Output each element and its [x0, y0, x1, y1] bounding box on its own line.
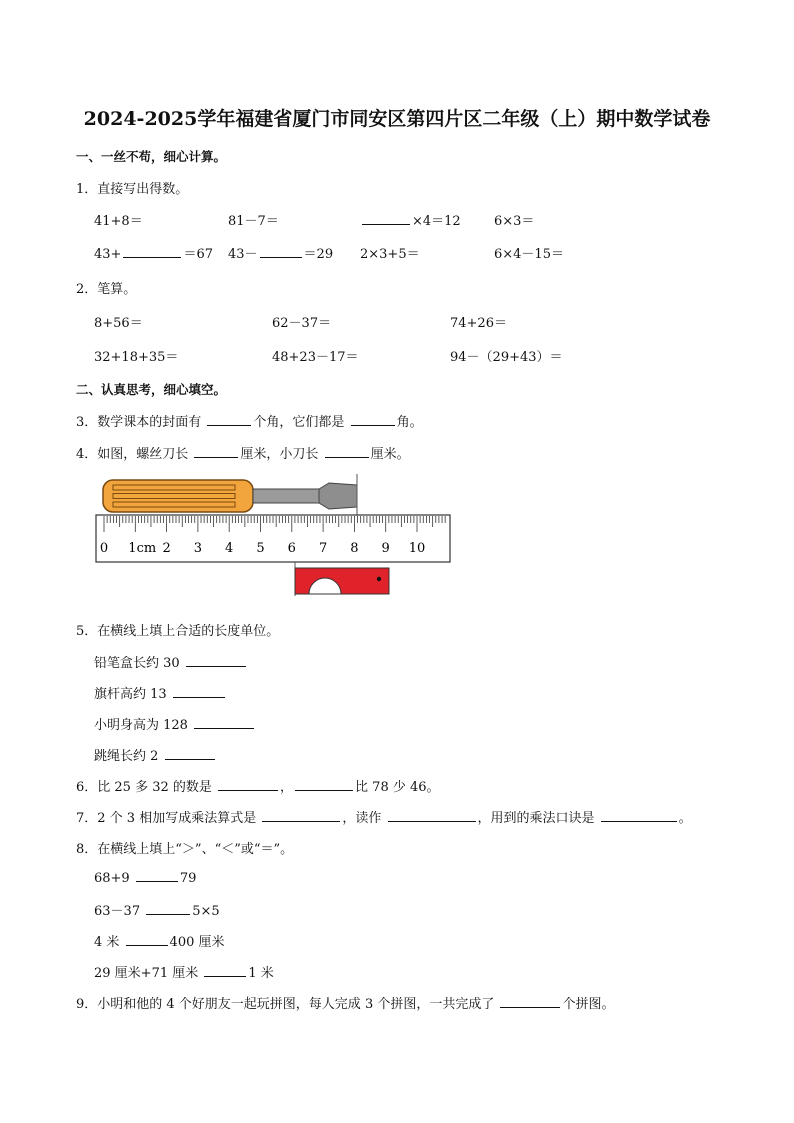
q7: 7．2 个 3 相加写成乘法算式是 ，读作 ，用到的乘法口诀是 。 [76, 811, 692, 826]
q9: 9．小明和他的 4 个好朋友一起玩拼图，每人完成 3 个拼图，一共完成了 个拼图。 [76, 997, 615, 1012]
ruler-label: 5 [256, 541, 265, 556]
q1-item: ×4＝12 [360, 210, 461, 229]
ruler-figure [95, 472, 455, 600]
answer-blank[interactable] [126, 933, 168, 946]
q1-stem: 1．直接写出得数。 [76, 182, 189, 197]
q2-item: 94－（29+43）＝ [450, 350, 563, 365]
section-1-heading: 一、一丝不苟，细心计算。 [76, 149, 227, 164]
q4: 4．如图，螺丝刀长 厘米，小刀长 厘米。 [76, 447, 410, 462]
answer-blank[interactable] [146, 902, 190, 915]
answer-blank[interactable] [186, 654, 246, 667]
q2-item: 62－37＝ [272, 316, 332, 331]
q1-item: 81－7＝ [228, 214, 279, 229]
answer-blank[interactable] [173, 685, 225, 698]
answer-blank[interactable] [601, 809, 677, 822]
q2-item: 48+23－17＝ [272, 350, 359, 365]
q1-item: 6×3＝ [494, 214, 535, 229]
ruler-label: 4 [225, 541, 234, 556]
q1-item: 43－ ＝29 [228, 247, 334, 262]
answer-blank[interactable] [204, 964, 246, 977]
ruler-label: 8 [350, 541, 359, 556]
q2-stem: 2．笔算。 [76, 282, 137, 297]
ruler-label: 0 [99, 541, 109, 556]
ruler-label: 7 [318, 541, 328, 556]
answer-blank[interactable] [136, 869, 178, 882]
answer-blank[interactable] [500, 995, 560, 1008]
q2-item: 8+56＝ [94, 316, 143, 331]
ruler-label: 2 [162, 541, 171, 556]
answer-blank[interactable] [260, 245, 302, 258]
ruler-label: 10 [408, 541, 426, 556]
ruler-label: 6 [287, 541, 296, 556]
section-2-heading: 二、认真思考，细心填空。 [76, 382, 227, 397]
screwdriver-icon [103, 480, 357, 512]
answer-blank[interactable] [295, 778, 353, 791]
screwdriver-knife-ruler-diagram [95, 472, 455, 600]
answer-blank[interactable] [194, 445, 238, 458]
q5-item: 铅笔盒长约 30 [94, 652, 248, 671]
q2-item: 74+26＝ [450, 316, 507, 331]
answer-blank[interactable] [218, 778, 278, 791]
q5-stem: 5．在横线上填上合适的长度单位。 [76, 624, 280, 639]
q3: 3．数学课本的封面有 个角，它们都是 角。 [76, 415, 423, 430]
page-title: 2024-2025学年福建省厦门市同安区第四片区二年级（上）期中数学试卷 [83, 108, 711, 130]
knife-icon [295, 562, 389, 596]
answer-blank[interactable] [388, 809, 476, 822]
q5-item: 旗杆高约 13 [94, 683, 227, 702]
answer-blank[interactable] [165, 747, 215, 760]
answer-blank[interactable] [325, 445, 369, 458]
q5-item: 小明身高为 128 [94, 714, 256, 733]
answer-blank[interactable] [207, 413, 251, 426]
ruler-label: 9 [381, 541, 390, 556]
ruler-label: 1cm [128, 541, 157, 556]
q5-item: 跳绳长约 2 [94, 745, 217, 764]
q1-item: 41+8＝ [94, 214, 143, 229]
q1-item: 6×4－15＝ [494, 247, 564, 262]
answer-blank[interactable] [194, 716, 254, 729]
q2-item: 32+18+35＝ [94, 350, 179, 365]
q6: 6．比 25 多 32 的数是 ， 比 78 少 46。 [76, 780, 440, 795]
q8-stem: 8．在横线上填上“＞”、“＜”或“＝”。 [76, 842, 294, 857]
answer-blank[interactable] [262, 809, 340, 822]
answer-blank[interactable] [351, 413, 395, 426]
ruler-label: 3 [193, 541, 203, 556]
q8-item: 29 厘米+71 厘米 1 米 [94, 966, 274, 981]
answer-blank[interactable] [123, 245, 181, 258]
q1-item: 43+ ＝67 [94, 247, 213, 262]
q8-item: 63－37 5×5 [94, 904, 220, 919]
q8-item: 4 米 400 厘米 [94, 935, 225, 950]
answer-blank[interactable] [362, 212, 410, 225]
q1-item: 2×3+5＝ [360, 247, 420, 262]
q8-item: 68+9 79 [94, 871, 197, 886]
